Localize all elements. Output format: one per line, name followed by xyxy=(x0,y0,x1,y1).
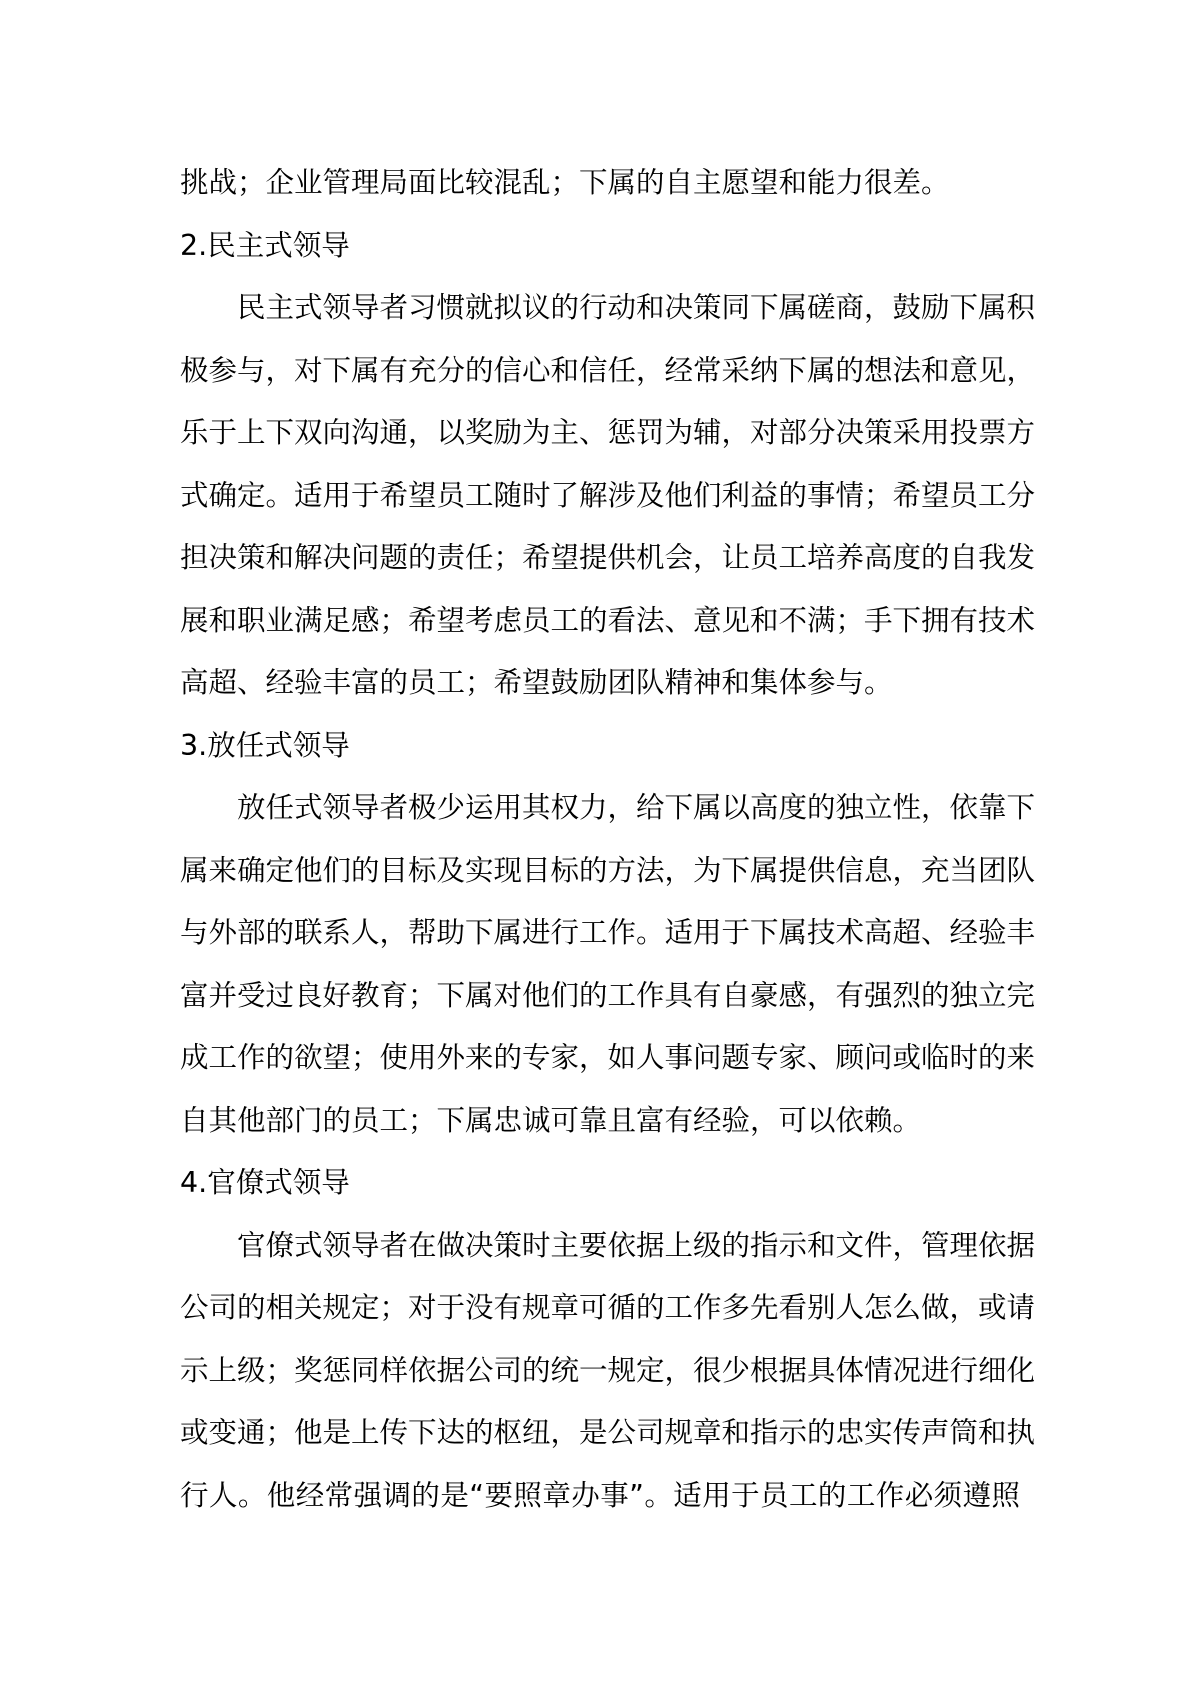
paragraph-line: 放任式领导者极少运用其权力，给下属以高度的独立性，依靠下 xyxy=(237,791,1036,824)
paragraph-line: 官僚式领导者在做决策时主要依据上级的指示和文件，管理依据 xyxy=(237,1228,1036,1262)
paragraph xyxy=(180,277,1036,715)
paragraph-line: 公司的相关规定；对于没有规章可循的工作多先看别人怎么做，或请 xyxy=(180,1291,1036,1324)
section-heading: 4.官僚式领导 xyxy=(180,1166,350,1199)
paragraph-line: 展和职业满足感；希望考虑员工的看法、意见和不满；手下拥有技术 xyxy=(180,603,1036,637)
paragraph-line: 与外部的联系人，帮助下属进行工作。适用于下属技术高超、经验丰 xyxy=(180,916,1036,949)
section-heading: 3.放任式领导 xyxy=(180,728,350,762)
paragraph-line: 行人。他经常强调的是“要照章办事”。适用于员工的工作必须遵照 xyxy=(180,1478,1020,1512)
paragraph-line: 属来确定他们的目标及实现目标的方法，为下属提供信息，充当团队 xyxy=(180,853,1036,887)
paragraph-line: 自其他部门的员工；下属忠诚可靠且富有经验，可以依赖。 xyxy=(180,1103,922,1137)
paragraph xyxy=(180,777,1036,1152)
paragraph-line: 示上级；奖惩同样依据公司的统一规定，很少根据具体情况进行细化 xyxy=(180,1353,1036,1387)
paragraph-line: 高超、经验丰富的员工；希望鼓励团队精神和集体参与。 xyxy=(180,666,893,699)
paragraph-line: 极参与，对下属有充分的信心和信任，经常采纳下属的想法和意见， xyxy=(180,353,1036,387)
paragraph-line: 民主式领导者习惯就拟议的行动和决策同下属磋商，鼓励下属积 xyxy=(237,291,1036,324)
document-body xyxy=(180,152,1036,1527)
paragraph-line: 式确定。适用于希望员工随时了解涉及他们利益的事情；希望员工分 xyxy=(180,478,1036,512)
paragraph-line: 挑战；企业管理局面比较混乱；下属的自主愿望和能力很差。 xyxy=(180,166,950,199)
paragraph-line: 乐于上下双向沟通，以奖励为主、惩罚为辅，对部分决策采用投票方 xyxy=(180,416,1036,449)
paragraph-line: 担决策和解决问题的责任；希望提供机会，让员工培养高度的自我发 xyxy=(180,541,1036,574)
paragraph-line: 富并受过良好教育；下属对他们的工作具有自豪感，有强烈的独立完 xyxy=(180,978,1036,1012)
paragraph-line: 成工作的欲望；使用外来的专家，如人事问题专家、顾问或临时的来 xyxy=(180,1041,1036,1074)
paragraph xyxy=(180,1215,1036,1528)
section-heading: 2.民主式领导 xyxy=(180,228,350,262)
paragraph-line: 或变通；他是上传下达的枢纽，是公司规章和指示的忠实传声筒和执 xyxy=(180,1416,1036,1449)
